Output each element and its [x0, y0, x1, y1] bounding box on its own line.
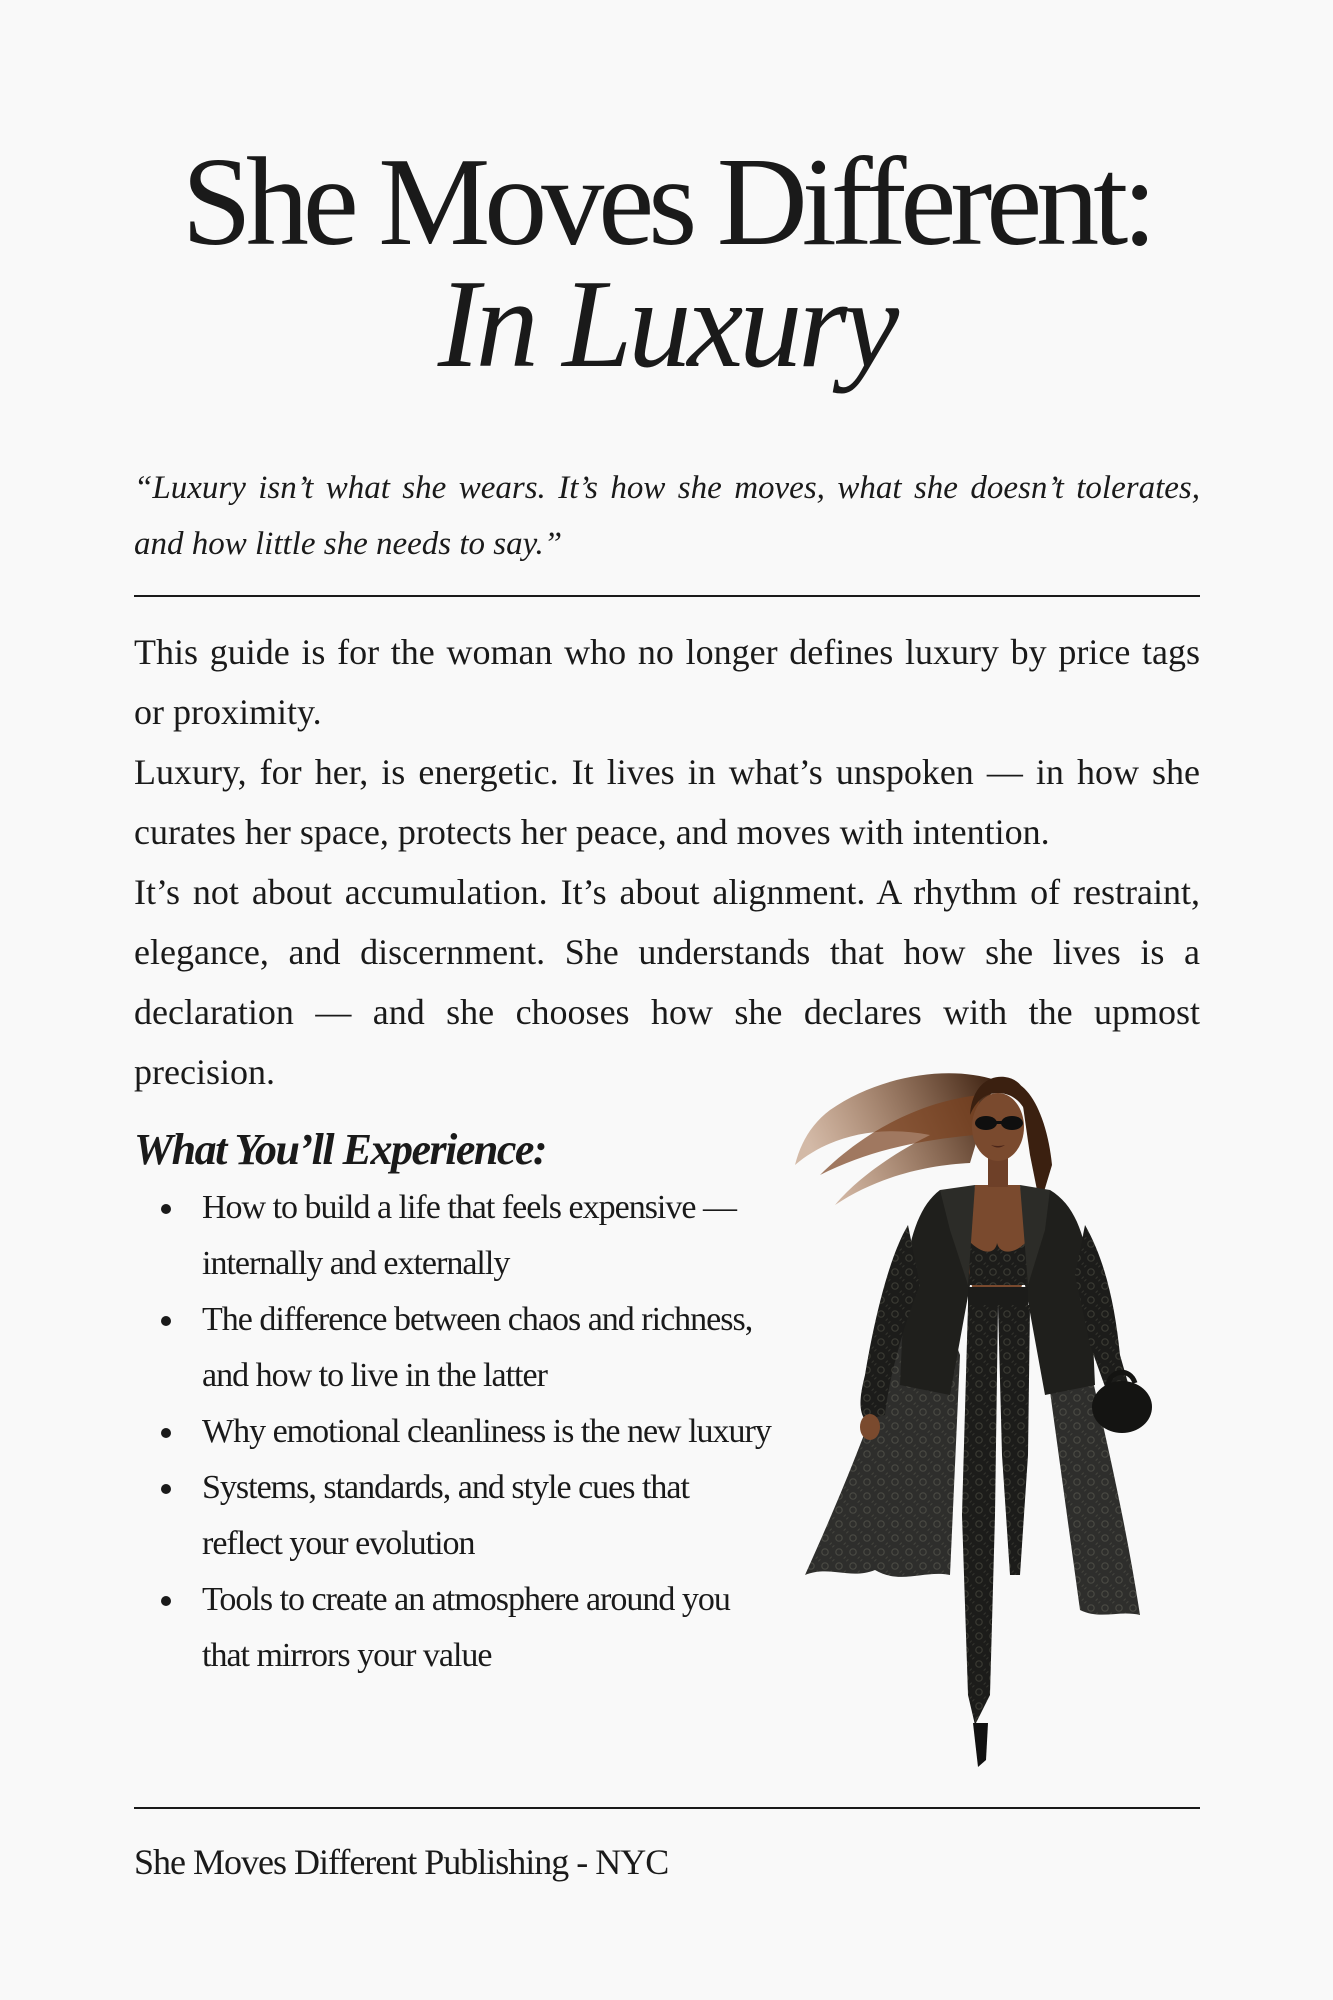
- right-leg: [998, 1305, 1030, 1575]
- woman-illustration: [790, 1055, 1210, 1815]
- intro-paragraph-3: It’s not about accumulation. It’s about alignment. A rhythm of restraint, elegance, and discernment. She understands that how she lives is a declaration — and she chooses how she declares with the upmost precision.: [134, 872, 1200, 1092]
- experience-heading: What You’ll Experience:: [134, 1125, 547, 1174]
- list-item-text: Systems, standards, and style cues that reflect your evolution: [202, 1469, 689, 1562]
- title-line-2: In Luxury: [437, 255, 896, 394]
- list-item: [134, 1572, 774, 1684]
- epigraph-quote: “Luxury isn’t what she wears. It’s how she moves, what she doesn’t tolerates, and how little she needs to say.”: [134, 470, 1200, 562]
- bullet-icon: [161, 1204, 171, 1214]
- list-item: [134, 1460, 774, 1572]
- intro-paragraph-1: This guide is for the woman who no longer defines luxury by price tags or proximity.: [134, 632, 1200, 732]
- top-divider: [134, 595, 1200, 597]
- experience-list: [134, 1180, 774, 1684]
- left-leg: [962, 1305, 998, 1725]
- list-item-text: Tools to create an atmosphere around you that mirrors your value: [202, 1581, 730, 1674]
- book-title: [0, 133, 1333, 394]
- list-item-text: How to build a life that feels expensive — internally and externally: [202, 1189, 736, 1282]
- bullet-icon: [161, 1428, 171, 1438]
- waist: [968, 1287, 1028, 1305]
- list-item: [134, 1404, 774, 1460]
- bottom-divider: [134, 1807, 1200, 1809]
- handbag: [1092, 1381, 1152, 1433]
- list-item: [134, 1180, 774, 1292]
- list-item-text: The difference between chaos and richness, and how to live in the latter: [202, 1301, 753, 1394]
- intro-text: [134, 622, 1200, 1102]
- bullet-icon: [161, 1596, 171, 1606]
- intro-paragraph-2: Luxury, for her, is energetic. It lives in what’s unspoken — in how she curates her space, protects her peace, and moves with intention.: [134, 752, 1200, 852]
- bullet-icon: [161, 1484, 171, 1494]
- bullet-icon: [161, 1316, 171, 1326]
- left-hand: [860, 1414, 880, 1440]
- shoe: [973, 1723, 988, 1767]
- list-item-text: Why emotional cleanliness is the new luxury: [202, 1413, 771, 1450]
- list-item: [134, 1292, 774, 1404]
- publisher-name: She Moves Different Publishing - NYC: [134, 1842, 669, 1882]
- title-line-1: She Moves Different:: [181, 133, 1152, 272]
